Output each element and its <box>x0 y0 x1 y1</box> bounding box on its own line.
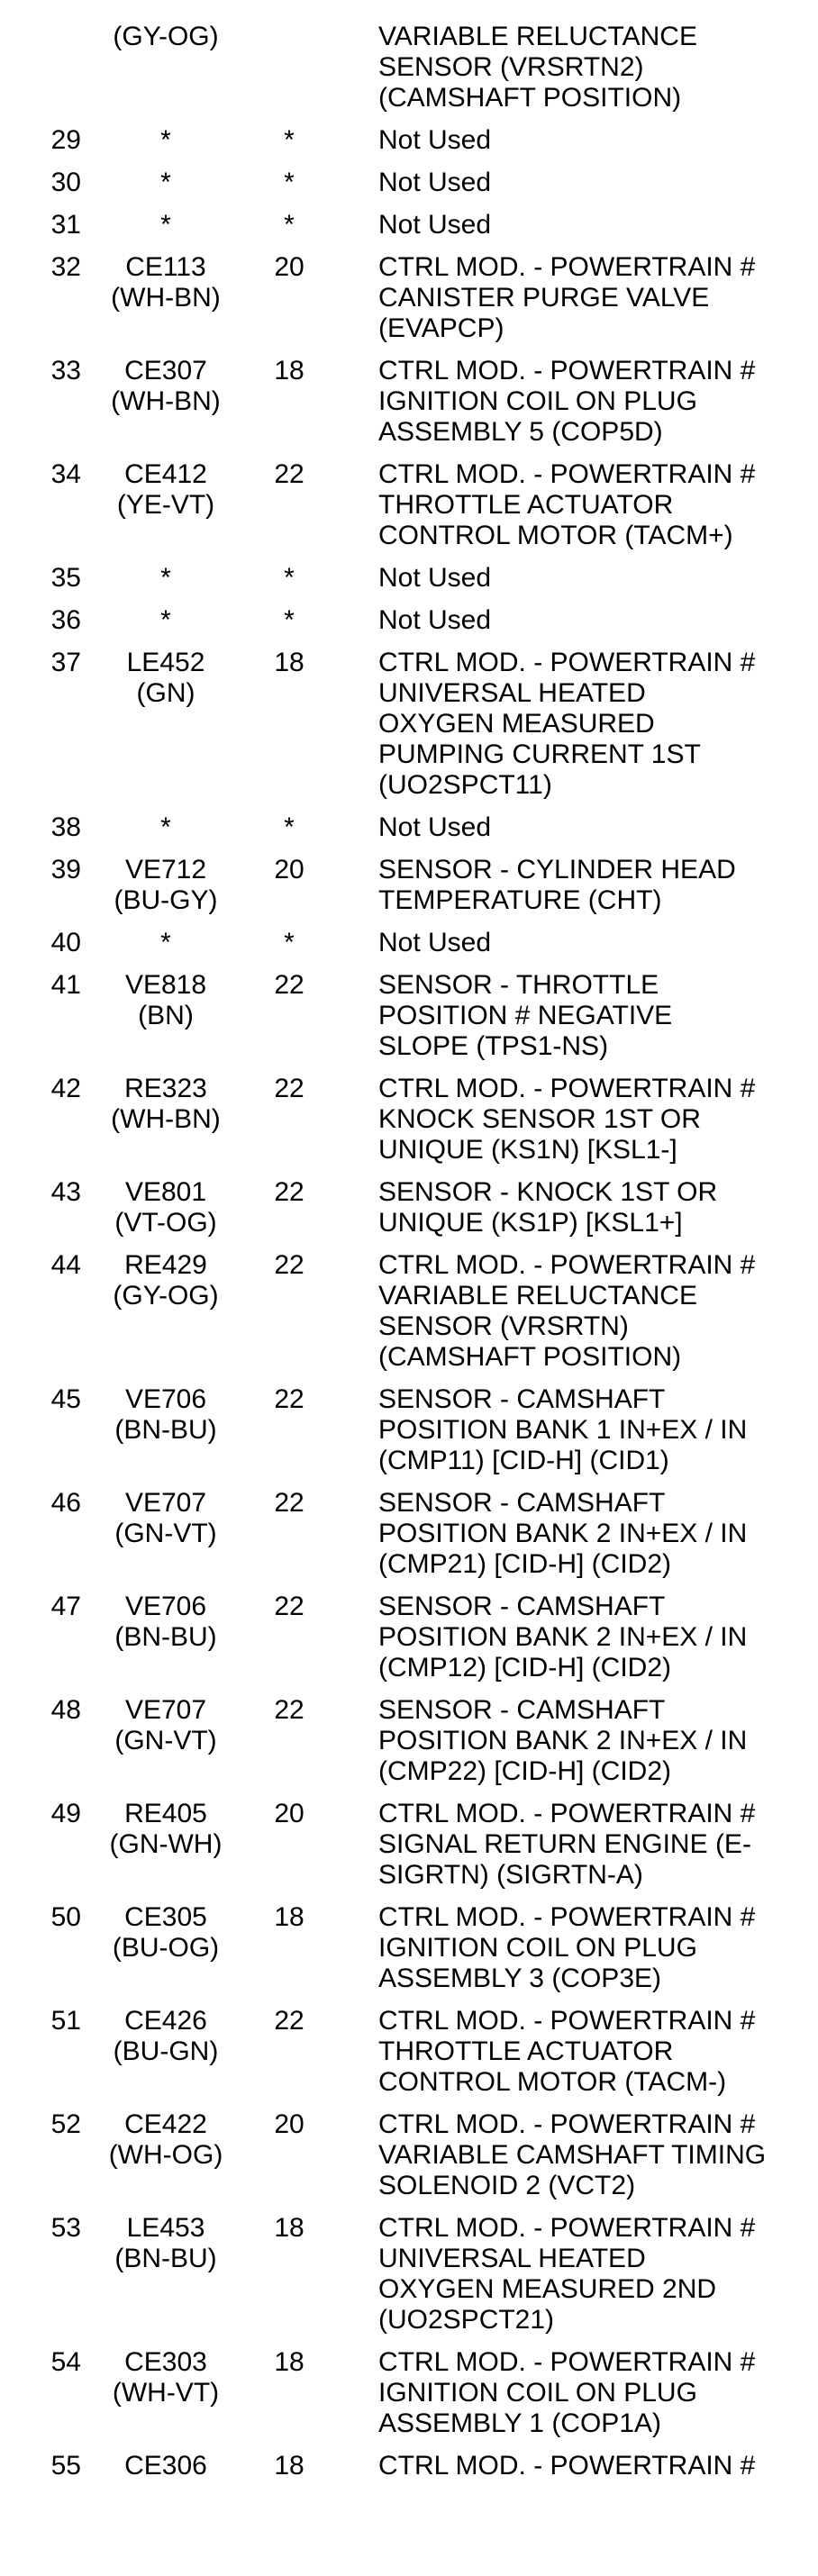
pin-number: 47 <box>50 1592 81 1621</box>
circuit-cell <box>83 168 249 198</box>
circuit-id: VE706 <box>124 1384 207 1414</box>
circuit-function: Not Used <box>378 168 492 197</box>
circuit-function: SENSOR - CAMSHAFT POSITION BANK 1 IN+EX / IN (CMP11) [CID-H] (CID1) <box>378 1384 748 1475</box>
wire-gauge: 20 <box>274 855 304 884</box>
circuit-cell <box>83 1592 249 1653</box>
pin-number: 35 <box>50 563 81 593</box>
wire-color: (WH-BN) <box>111 1104 221 1134</box>
pinout-row <box>0 1488 818 1580</box>
pin-number: 39 <box>50 855 81 884</box>
pinout-row <box>0 855 818 916</box>
pin-number: 45 <box>50 1384 81 1414</box>
wire-gauge: 20 <box>274 2109 304 2139</box>
pin-number: 31 <box>50 210 81 240</box>
circuit-cell <box>83 1074 249 1135</box>
wire-color: (GN) <box>136 678 195 708</box>
circuit-id: VE712 <box>124 855 207 884</box>
pinout-row <box>0 605 818 636</box>
pin-number: 51 <box>50 2006 81 2036</box>
circuit-cell <box>83 1177 249 1238</box>
pinout-row <box>0 459 818 551</box>
wire-color: (BU-GY) <box>114 885 218 915</box>
wire-color: (WH-BN) <box>111 386 221 416</box>
pinout-row <box>0 2006 818 2098</box>
pin-number: 33 <box>50 356 81 385</box>
circuit-function: SENSOR - CYLINDER HEAD TEMPERATURE (CHT) <box>378 855 736 915</box>
circuit-id: CE305 <box>124 1902 207 1932</box>
circuit-cell <box>83 2006 249 2067</box>
pinout-row <box>0 563 818 594</box>
circuit-id: VE801 <box>124 1177 207 1207</box>
pin-number: 36 <box>50 605 81 635</box>
circuit-id: CE422 <box>124 2109 207 2139</box>
circuit-id: * <box>160 563 171 593</box>
circuit-cell <box>83 1250 249 1311</box>
wire-gauge: 22 <box>274 459 304 489</box>
circuit-function: Not Used <box>378 928 492 957</box>
circuit-cell <box>83 459 249 521</box>
wire-gauge: 22 <box>274 1177 304 1207</box>
circuit-function: SENSOR - KNOCK 1ST OR UNIQUE (KS1P) [KSL1+] <box>378 1177 718 1238</box>
circuit-cell <box>83 210 249 240</box>
circuit-cell <box>83 22 249 52</box>
pin-number: 54 <box>50 2347 81 2377</box>
wire-color: (WH-BN) <box>111 283 221 313</box>
pinout-row <box>0 1695 818 1787</box>
wire-color: (BU-GN) <box>113 2036 219 2066</box>
pinout-row <box>0 22 818 113</box>
circuit-function: Not Used <box>378 125 492 155</box>
circuit-function: Not Used <box>378 210 492 240</box>
circuit-id: VE707 <box>124 1695 207 1725</box>
pinout-row <box>0 812 818 843</box>
pinout-row <box>0 1902 818 1994</box>
pin-number: 42 <box>50 1074 81 1103</box>
wire-color: (WH-VT) <box>112 2378 220 2408</box>
circuit-id: * <box>160 168 171 197</box>
wire-gauge: 22 <box>274 970 304 1000</box>
wire-color: (GN-VT) <box>114 1519 217 1548</box>
pinout-rows <box>0 22 818 2481</box>
circuit-cell <box>83 648 249 709</box>
wire-gauge: 20 <box>274 1799 304 1828</box>
circuit-id: CE113 <box>125 252 206 282</box>
pin-number: 30 <box>50 168 81 197</box>
circuit-function: SENSOR - CAMSHAFT POSITION BANK 2 IN+EX / IN (CMP21) [CID-H] (CID2) <box>378 1488 748 1579</box>
circuit-id: VE706 <box>124 1592 207 1621</box>
circuit-function: Not Used <box>378 812 492 842</box>
circuit-id: RE405 <box>124 1799 207 1828</box>
pinout-row <box>0 252 818 344</box>
wire-color: (VT-OG) <box>114 1208 217 1238</box>
circuit-cell <box>83 252 249 313</box>
pin-number: 32 <box>50 252 81 282</box>
circuit-id: CE412 <box>124 459 207 489</box>
circuit-function: SENSOR - CAMSHAFT POSITION BANK 2 IN+EX / IN (CMP22) [CID-H] (CID2) <box>378 1695 748 1786</box>
pin-number: 40 <box>50 928 81 957</box>
pinout-row <box>0 970 818 1062</box>
pinout-row <box>0 1799 818 1891</box>
pinout-row <box>0 1250 818 1373</box>
circuit-cell <box>83 2347 249 2408</box>
circuit-cell <box>83 855 249 916</box>
wire-color: (YE-VT) <box>116 490 215 520</box>
wire-gauge: 22 <box>274 1592 304 1621</box>
circuit-function: Not Used <box>378 563 492 593</box>
circuit-id: VE707 <box>124 1488 207 1518</box>
circuit-cell <box>83 125 249 156</box>
circuit-cell <box>83 1695 249 1756</box>
wire-color: (WH-OG) <box>108 2140 223 2170</box>
pinout-row <box>0 648 818 801</box>
circuit-id: CE426 <box>124 2006 207 2036</box>
pinout-row <box>0 1592 818 1683</box>
circuit-cell <box>83 356 249 417</box>
wire-gauge: 22 <box>274 1074 304 1103</box>
circuit-function: CTRL MOD. - POWERTRAIN # UNIVERSAL HEATED OXYGEN MEASURED 2ND (UO2SPCT21) <box>378 2213 756 2335</box>
pin-number: 53 <box>50 2213 81 2243</box>
wire-gauge: 22 <box>274 2006 304 2036</box>
circuit-cell <box>83 2213 249 2274</box>
pin-number: 46 <box>50 1488 81 1518</box>
circuit-id: RE323 <box>124 1074 207 1103</box>
wire-gauge: * <box>284 563 295 593</box>
circuit-function: CTRL MOD. - POWERTRAIN # KNOCK SENSOR 1ST OR UNIQUE (KS1N) [KSL1-] <box>378 1074 756 1165</box>
pin-number: 43 <box>50 1177 81 1207</box>
circuit-id: * <box>160 605 171 635</box>
circuit-function: CTRL MOD. - POWERTRAIN # VARIABLE RELUCTANCE SENSOR (VRSRTN) (CAMSHAFT POSITION) <box>378 1250 756 1372</box>
wire-gauge: 22 <box>274 1384 304 1414</box>
circuit-cell <box>83 2451 249 2481</box>
pin-number: 48 <box>50 1695 81 1725</box>
circuit-cell <box>83 1384 249 1446</box>
wire-gauge: 22 <box>274 1488 304 1518</box>
wire-gauge: * <box>284 928 295 957</box>
pin-number: 52 <box>50 2109 81 2139</box>
circuit-id: VE818 <box>124 970 207 1000</box>
pin-number: 49 <box>50 1799 81 1828</box>
circuit-function: SENSOR - THROTTLE POSITION # NEGATIVE SLOPE (TPS1-NS) <box>378 970 673 1061</box>
pin-number: 55 <box>50 2451 81 2481</box>
pinout-row <box>0 2347 818 2439</box>
circuit-function: CTRL MOD. - POWERTRAIN # VARIABLE CAMSHAFT TIMING SOLENOID 2 (VCT2) <box>378 2109 767 2200</box>
wire-color: (BN-BU) <box>114 2244 217 2273</box>
circuit-function: CTRL MOD. - POWERTRAIN # IGNITION COIL ON PLUG ASSEMBLY 5 (COP5D) <box>378 356 756 447</box>
pin-number: 50 <box>50 1902 81 1932</box>
wire-gauge: 18 <box>274 648 304 677</box>
circuit-id: * <box>160 125 171 155</box>
pinout-row <box>0 1074 818 1166</box>
circuit-function: SENSOR - CAMSHAFT POSITION BANK 2 IN+EX / IN (CMP12) [CID-H] (CID2) <box>378 1592 748 1683</box>
circuit-cell <box>83 1902 249 1964</box>
circuit-function: CTRL MOD. - POWERTRAIN # <box>378 2451 756 2481</box>
circuit-cell <box>83 563 249 594</box>
circuit-function: CTRL MOD. - POWERTRAIN # THROTTLE ACTUATOR CONTROL MOTOR (TACM+) <box>378 459 756 550</box>
pinout-row <box>0 928 818 958</box>
circuit-function: Not Used <box>378 605 492 635</box>
circuit-cell <box>83 2109 249 2171</box>
wire-gauge: * <box>284 168 295 197</box>
circuit-function: CTRL MOD. - POWERTRAIN # THROTTLE ACTUATOR CONTROL MOTOR (TACM-) <box>378 2006 756 2097</box>
wire-gauge: * <box>284 605 295 635</box>
wire-color: (GY-OG) <box>113 1281 219 1311</box>
circuit-cell <box>83 970 249 1031</box>
circuit-cell <box>83 812 249 843</box>
circuit-id: RE429 <box>124 1250 207 1280</box>
wire-color: (GN-WH) <box>109 1829 223 1859</box>
wire-gauge: 22 <box>274 1250 304 1280</box>
circuit-id: CE303 <box>124 2347 207 2377</box>
pin-number: 37 <box>50 648 81 677</box>
pinout-row <box>0 2213 818 2336</box>
circuit-function: CTRL MOD. - POWERTRAIN # IGNITION COIL ON PLUG ASSEMBLY 3 (COP3E) <box>378 1902 756 1993</box>
circuit-function: CTRL MOD. - POWERTRAIN # UNIVERSAL HEATED OXYGEN MEASURED PUMPING CURRENT 1ST (UO2SPCT11) <box>378 648 756 800</box>
pin-number: 29 <box>50 125 81 155</box>
circuit-function: CTRL MOD. - POWERTRAIN # IGNITION COIL ON PLUG ASSEMBLY 1 (COP1A) <box>378 2347 756 2438</box>
circuit-id: CE307 <box>124 356 207 385</box>
circuit-id: * <box>160 812 171 842</box>
wire-color: (BN) <box>138 1001 194 1030</box>
circuit-cell <box>83 1488 249 1549</box>
pinout-row <box>0 168 818 198</box>
circuit-cell <box>83 605 249 636</box>
circuit-id: CE306 <box>124 2451 207 2481</box>
pinout-row <box>0 125 818 156</box>
wire-gauge: * <box>284 125 295 155</box>
circuit-id: LE452 <box>126 648 205 677</box>
wire-color: (BN-BU) <box>114 1622 217 1652</box>
wire-gauge: 18 <box>274 2347 304 2377</box>
wire-color: (GN-VT) <box>114 1726 217 1755</box>
circuit-id: LE453 <box>126 2213 205 2243</box>
wire-gauge: 20 <box>274 252 304 282</box>
wire-gauge: 18 <box>274 356 304 385</box>
pinout-row <box>0 2451 818 2481</box>
circuit-cell <box>83 928 249 958</box>
wire-color: (BU-OG) <box>112 1933 220 1963</box>
wire-gauge: * <box>284 210 295 240</box>
pin-number: 34 <box>50 459 81 489</box>
pinout-row <box>0 1384 818 1476</box>
pin-number: 38 <box>50 812 81 842</box>
wire-gauge: 18 <box>274 2213 304 2243</box>
circuit-id: * <box>160 928 171 957</box>
pinout-row <box>0 210 818 240</box>
pin-number: 44 <box>50 1250 81 1280</box>
wire-color: (BN-BU) <box>114 1415 217 1445</box>
pinout-row <box>0 2109 818 2201</box>
pinout-row <box>0 1177 818 1238</box>
pinout-row <box>0 356 818 448</box>
circuit-cell <box>83 1799 249 1860</box>
circuit-id: * <box>160 210 171 240</box>
circuit-function: CTRL MOD. - POWERTRAIN # SIGNAL RETURN ENGINE (E- SIGRTN) (SIGRTN-A) <box>378 1799 756 1890</box>
wire-gauge: 18 <box>274 2451 304 2481</box>
wire-gauge: 22 <box>274 1695 304 1725</box>
circuit-function: VARIABLE RELUCTANCE SENSOR (VRSRTN2) (CAMSHAFT POSITION) <box>378 22 697 113</box>
wire-gauge: 18 <box>274 1902 304 1932</box>
pin-number: 41 <box>50 970 81 1000</box>
wire-color: (GY-OG) <box>113 22 219 51</box>
circuit-function: CTRL MOD. - POWERTRAIN # CANISTER PURGE VALVE (EVAPCP) <box>378 252 756 343</box>
wire-gauge: * <box>284 812 295 842</box>
